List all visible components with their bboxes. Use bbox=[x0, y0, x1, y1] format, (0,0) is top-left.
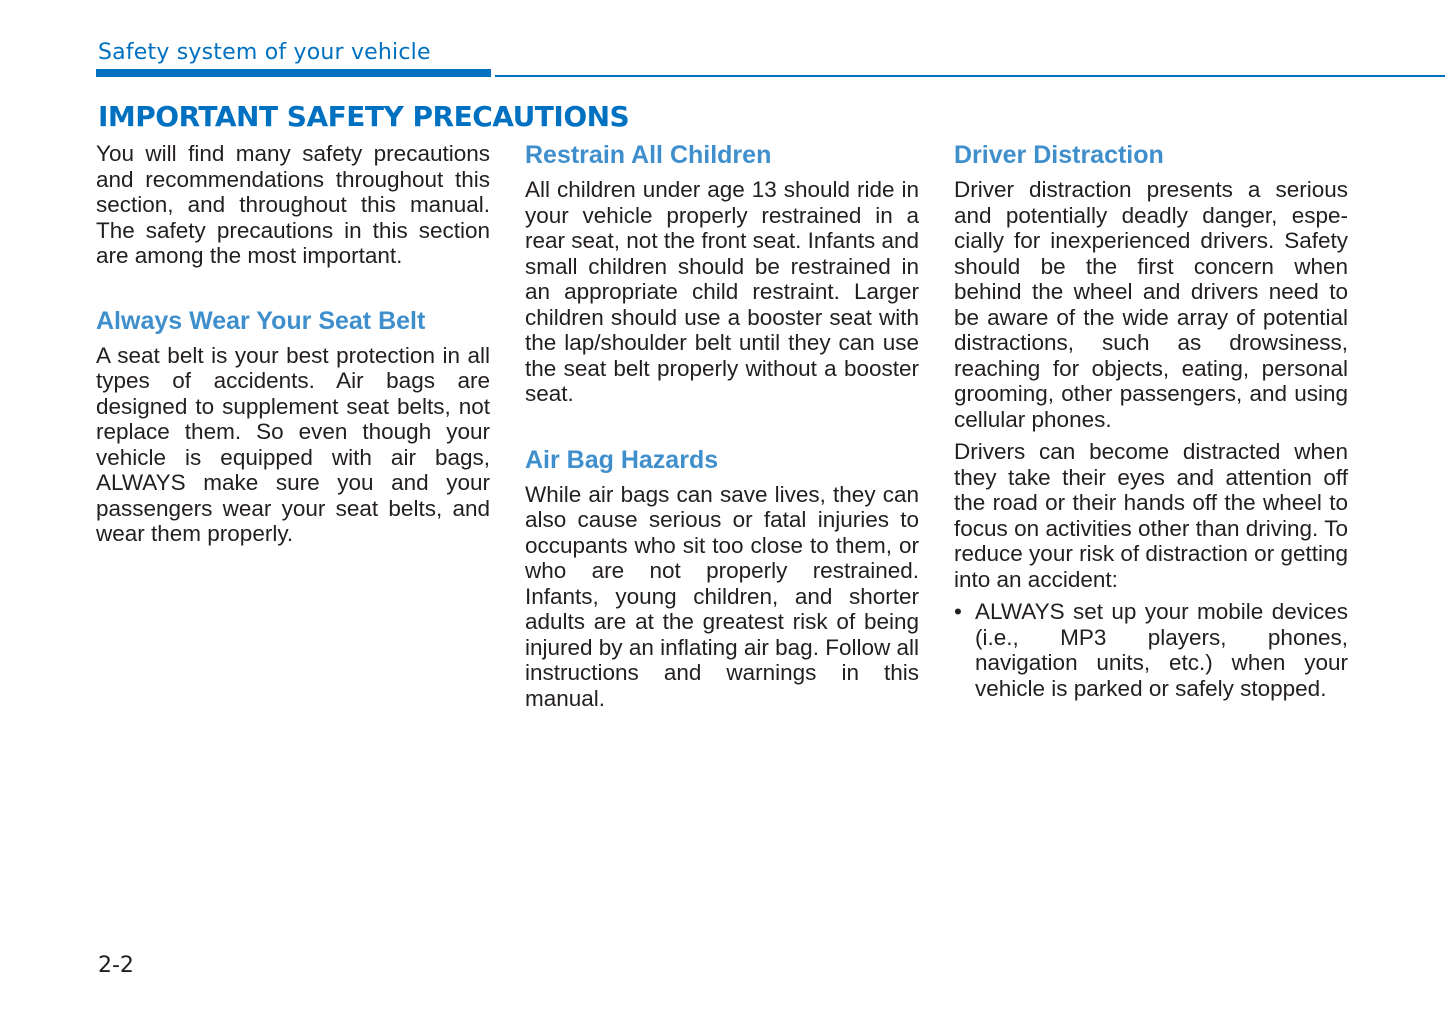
list-item-text: ALWAYS set up your mobile devices (i.e., MP3 players, phones, navigation units, etc.) when your vehicle is parked or safely stopped. bbox=[975, 599, 1348, 701]
header-rule-thick bbox=[96, 69, 491, 77]
seat-belt-paragraph: A seat belt is your best protection in all types of accidents. Air bags are designed to supplement seat belts, not replace them. So even though your vehicle is equipped with air bags, ALWAYS make sure you and your passengers wear your seat belts, and wear them properly. bbox=[96, 342, 490, 546]
driver-distraction-paragraph-2: Drivers can become distracted when they take their eyes and attention off the road or their hands off the wheel to focus on activities other than driving. To reduce your risk of distraction or getting into an accident: bbox=[954, 439, 1348, 592]
intro-paragraph: You will find many safety precautions and recommendations throughout this section, and throughout this manual. The safety precautions in this section are among the most important. bbox=[96, 141, 490, 268]
air-bag-hazards-paragraph: While air bags can save lives, they can also cause serious or fatal injuries to occupants who sit too close to them, or who are not properly restrained. Infants, young children, and shorter adults are at the greatest risk of being injured by an inflating air bag. Follow all instructions and warnings in this manual. bbox=[525, 481, 919, 711]
section-header-title: Safety system of your vehicle bbox=[98, 40, 431, 65]
distraction-bullet-list bbox=[954, 599, 1348, 701]
restrain-children-paragraph: All children under age 13 should ride in your vehicle properly restrained in a rear seat, not the front seat. Infants and small children should be restrained in an appropriate child restraint. Larger children should use a booster seat with the lap/shoulder belt until they can use the seat belt properly without a booster seat. bbox=[525, 177, 919, 406]
bullet-icon: • bbox=[954, 599, 962, 624]
driver-distraction-heading: Driver Distraction bbox=[954, 141, 1164, 169]
column-middle bbox=[525, 141, 919, 711]
column-right bbox=[954, 141, 1348, 701]
page-title: IMPORTANT SAFETY PRECAUTIONS bbox=[98, 100, 630, 133]
column-left bbox=[96, 141, 490, 547]
page-number: 2-2 bbox=[98, 953, 134, 978]
list-item bbox=[954, 599, 1348, 701]
header-rule-thin bbox=[495, 75, 1445, 77]
restrain-children-heading: Restrain All Children bbox=[525, 141, 772, 169]
seat-belt-heading: Always Wear Your Seat Belt bbox=[96, 306, 426, 335]
driver-distraction-paragraph-1: Driver distraction presents a serious and potentially deadly danger, especially for inexperienced drivers. Safety should be the first concern when behind the wheel and drivers need to be aware of the wide array of potential distractions, such as drowsiness, reaching for objects, eating, personal grooming, other passengers, and using cellular phones. bbox=[954, 177, 1348, 432]
air-bag-hazards-heading: Air Bag Hazards bbox=[525, 445, 719, 474]
